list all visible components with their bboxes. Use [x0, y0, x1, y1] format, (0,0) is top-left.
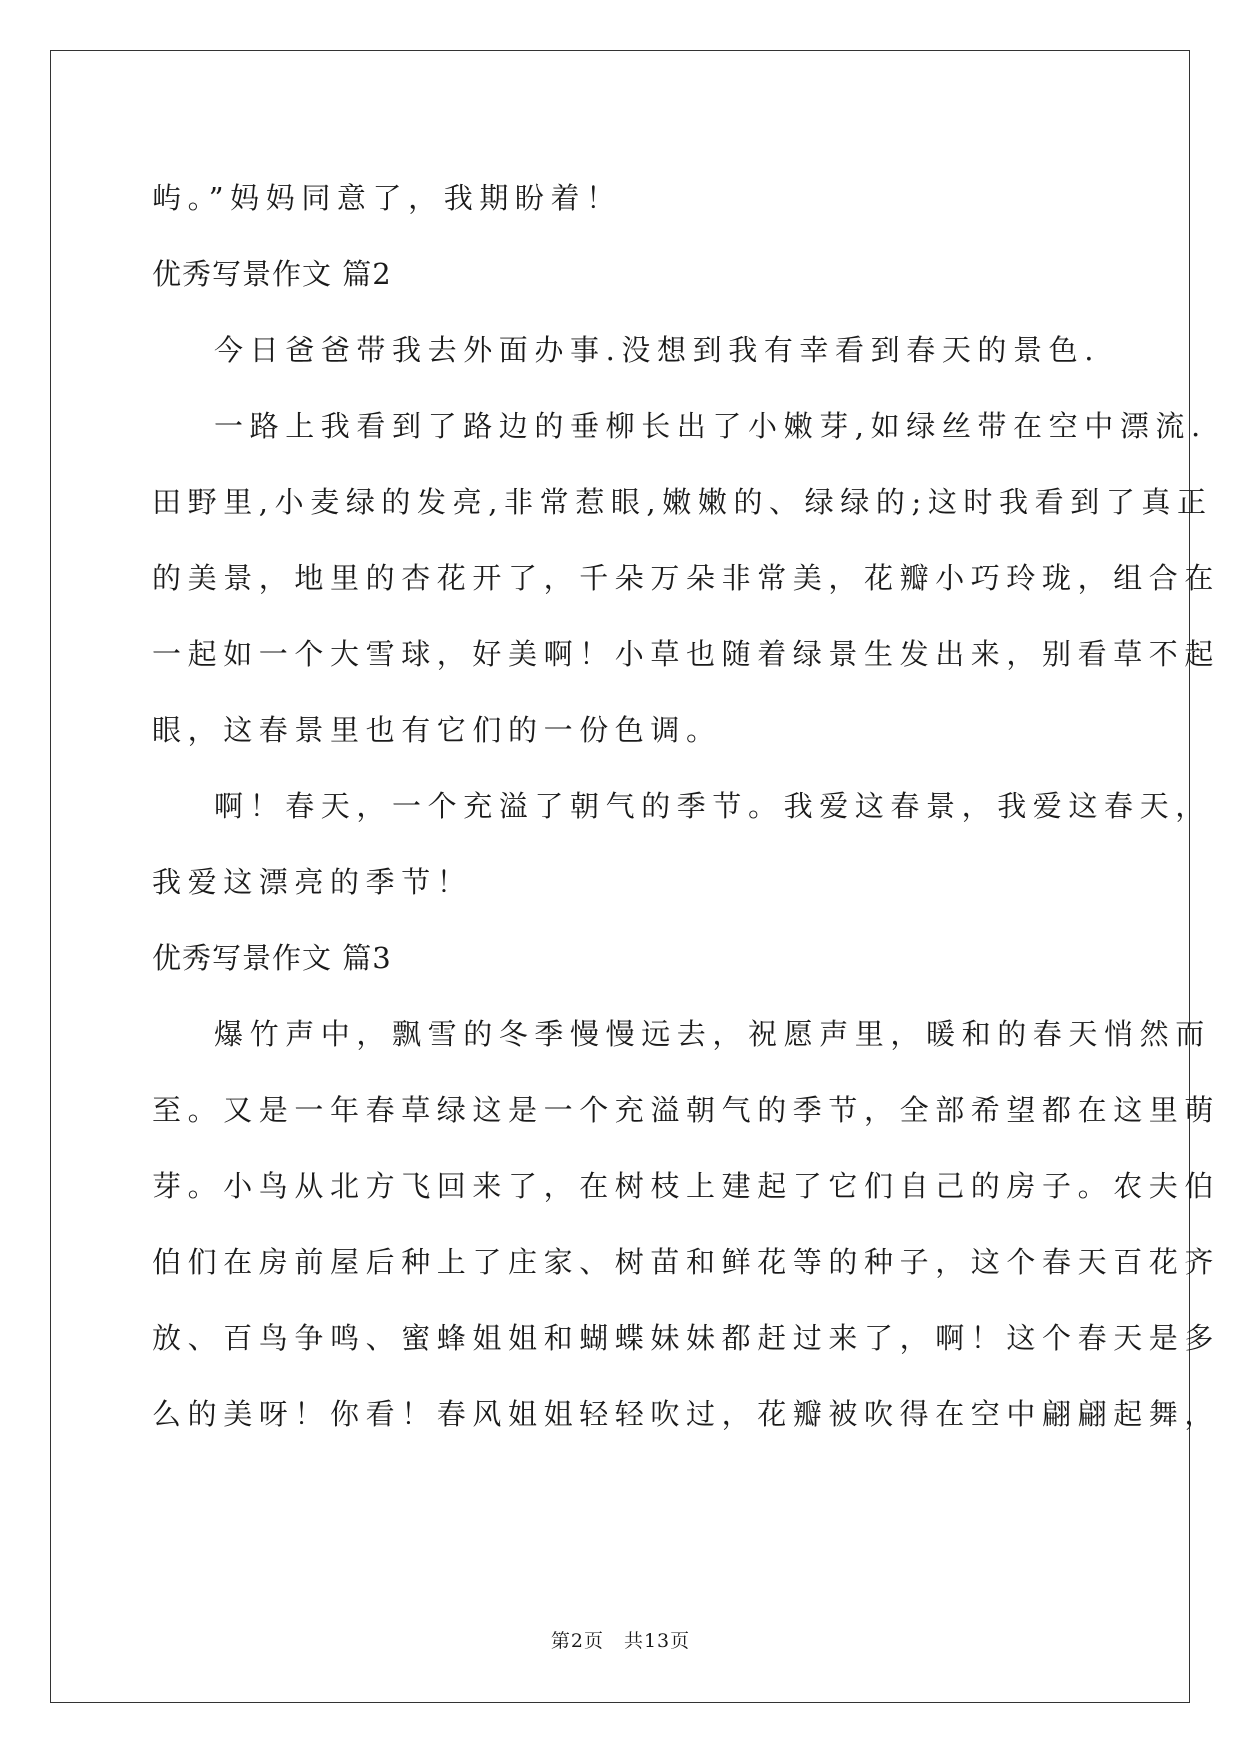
paragraph-line: 屿。”妈妈同意了，我期盼着！: [152, 181, 622, 215]
paragraph-line: 么的美呀！你看！春风姐姐轻轻吹过，花瓣被吹得在空中翩翩起舞，: [152, 1397, 1221, 1431]
paragraph-line: 眼，这春景里也有它们的一份色调。: [152, 713, 722, 747]
paragraph-line: 啊！春天，一个充溢了朝气的季节。我爱这春景，我爱这春天，: [214, 789, 1211, 823]
paragraph-line: 放、百鸟争鸣、蜜蜂姐姐和蝴蝶妹妹都赶过来了，啊！这个春天是多: [152, 1321, 1221, 1355]
page-number: 第2页 共13页: [550, 1630, 691, 1652]
paragraph-line: 至。又是一年春草绿这是一个充溢朝气的季节，全部希望都在这里萌: [152, 1093, 1221, 1127]
paragraph-line: 田野里,小麦绿的发亮,非常惹眼,嫩嫩的、绿绿的;这时我看到了真正: [152, 485, 1213, 519]
paragraph-line: 一路上我看到了路边的垂柳长出了小嫩芽,如绿丝带在空中漂流.: [214, 409, 1207, 443]
paragraph-line: 我爱这漂亮的季节！: [152, 865, 473, 899]
paragraph-line: 伯们在房前屋后种上了庄家、树苗和鲜花等的种子，这个春天百花齐: [152, 1245, 1221, 1279]
paragraph-line: 一起如一个大雪球，好美啊！小草也随着绿景生发出来，别看草不起: [152, 637, 1221, 671]
paragraph-line: 爆竹声中，飘雪的冬季慢慢远去，祝愿声里，暖和的春天悄然而: [214, 1017, 1211, 1051]
paragraph-line: 今日爸爸带我去外面办事.没想到我有幸看到春天的景色.: [214, 333, 1101, 367]
document-body: [152, 160, 1221, 1452]
paragraph-line: 芽。小鸟从北方飞回来了，在树枝上建起了它们自己的房子。农夫伯: [152, 1169, 1221, 1203]
section-heading: 优秀写景作文 篇3: [152, 941, 392, 975]
section-heading: 优秀写景作文 篇2: [152, 257, 392, 291]
paragraph-line: 的美景，地里的杏花开了，千朵万朵非常美，花瓣小巧玲珑，组合在: [152, 561, 1221, 595]
